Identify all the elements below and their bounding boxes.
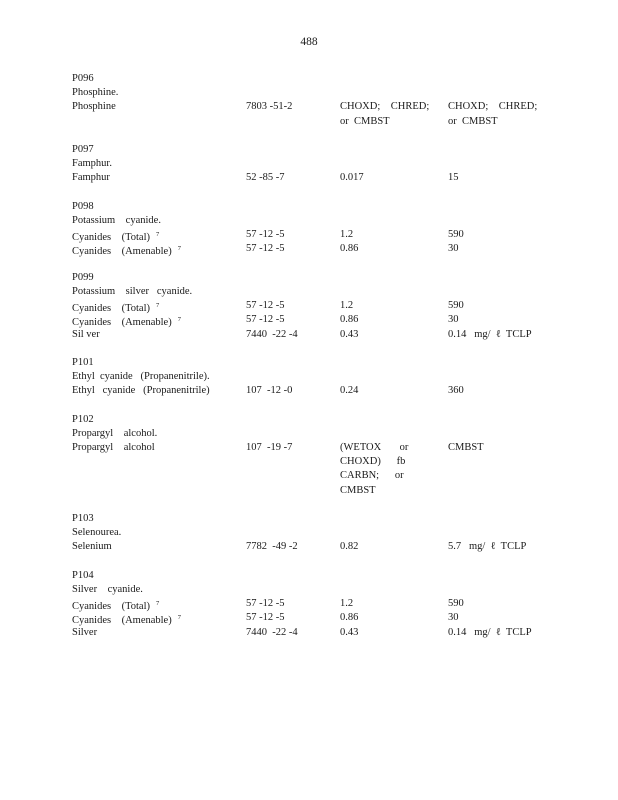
wastewater-standard-line: CMBST — [340, 484, 376, 496]
waste-code-table — [72, 72, 572, 654]
constituent-name: Cyanides (Amenable) — [72, 615, 172, 627]
constituent-name-cell — [72, 384, 242, 398]
wastewater-standard-line: 0.43 — [340, 626, 359, 638]
constituent-name: Cyanides (Amenable) — [72, 246, 172, 258]
wastewater-standard-line: 0.24 — [340, 385, 359, 397]
constituent-row — [72, 441, 572, 498]
nonwastewater-standard — [448, 626, 558, 640]
waste-description: Potassium cyanide. — [72, 214, 161, 226]
cas-number: 107 -19 -7 — [246, 442, 293, 454]
constituent-name-cell — [72, 540, 242, 554]
wastewater-standard-line: 1.2 — [340, 598, 354, 610]
cas-number: 57 -12 -5 — [246, 612, 285, 624]
waste-description: Selenourea. — [72, 527, 122, 539]
wastewater-standard — [340, 540, 436, 554]
wastewater-standard — [340, 328, 436, 342]
nonwastewater-standard-line: 15 — [448, 172, 459, 184]
constituent-name-cell — [72, 441, 242, 455]
wastewater-standard-line: CHOXD) fb — [340, 456, 406, 468]
constituent-row — [72, 313, 572, 327]
wastewater-standard-line: 0.86 — [340, 612, 359, 624]
wastewater-standard — [340, 228, 436, 242]
constituent-row — [72, 540, 572, 554]
constituent-row — [72, 299, 572, 313]
wastewater-standard — [340, 299, 436, 313]
waste-description: Silver cyanide. — [72, 584, 143, 596]
nonwastewater-standard-line: 5.7 mg/ ℓ TCLP — [448, 541, 527, 553]
nonwastewater-standard-line: or CMBST — [448, 115, 498, 127]
wastewater-standard — [340, 597, 436, 611]
wastewater-standard-line: 1.2 — [340, 300, 354, 312]
wastewater-standard — [340, 242, 436, 256]
nonwastewater-standard-line: 30 — [448, 243, 459, 255]
wastewater-standard-line: 0.86 — [340, 314, 359, 326]
constituent-row — [72, 611, 572, 625]
wastewater-standard — [340, 611, 436, 625]
constituent-name: Cyanides (Total) — [72, 303, 150, 315]
footnote-marker: 7 — [156, 231, 160, 239]
constituent-name: Selenium — [72, 541, 112, 553]
nonwastewater-standard — [448, 313, 558, 327]
constituent-name: Silver — [72, 626, 98, 638]
constituent-name: Cyanides (Amenable) — [72, 317, 172, 329]
waste-code: P097 — [72, 143, 94, 155]
nonwastewater-standard-line: 30 — [448, 612, 459, 624]
nonwastewater-standard — [448, 328, 558, 342]
constituent-name-cell — [72, 100, 242, 114]
waste-code: P099 — [72, 271, 94, 283]
nonwastewater-standard — [448, 597, 558, 611]
constituent-name: Ethyl cyanide (Propanenitrile) — [72, 385, 210, 397]
wastewater-standard — [340, 100, 436, 128]
footnote-marker: 7 — [177, 316, 181, 324]
nonwastewater-standard-line: 0.14 mg/ ℓ TCLP — [448, 626, 532, 638]
footnote-marker: 7 — [156, 600, 160, 608]
waste-code: P103 — [72, 513, 94, 525]
cas-number: 107 -12 -0 — [246, 385, 293, 397]
constituent-name: Famphur — [72, 172, 110, 184]
waste-description: Potassium silver cyanide. — [72, 285, 193, 297]
constituent-name: Propargyl alcohol — [72, 442, 155, 454]
nonwastewater-standard-line: 30 — [448, 314, 459, 326]
cas-number: 57 -12 -5 — [246, 229, 285, 241]
waste-description: Propargyl alcohol. — [72, 427, 158, 439]
nonwastewater-standard — [448, 384, 558, 398]
nonwastewater-standard-line: 0.14 mg/ ℓ TCLP — [448, 328, 532, 340]
nonwastewater-standard-line: 590 — [448, 598, 464, 610]
cas-number: 7440 -22 -4 — [246, 328, 298, 340]
cas-number: 57 -12 -5 — [246, 300, 285, 312]
constituent-row — [72, 328, 572, 342]
wastewater-standard — [340, 441, 436, 498]
nonwastewater-standard-line: 590 — [448, 300, 464, 312]
waste-code: P098 — [72, 200, 94, 212]
wastewater-standard-line: 0.43 — [340, 328, 359, 340]
cas-number: 7440 -22 -4 — [246, 626, 298, 638]
constituent-name: Phosphine — [72, 101, 116, 113]
wastewater-standard — [340, 626, 436, 640]
nonwastewater-standard — [448, 242, 558, 256]
constituent-name: Cyanides (Total) — [72, 601, 150, 613]
constituent-row — [72, 100, 572, 128]
nonwastewater-standard — [448, 100, 558, 128]
wastewater-standard-line: CHOXD; CHRED; — [340, 101, 430, 113]
constituent-row — [72, 597, 572, 611]
wastewater-standard-line: 0.86 — [340, 243, 359, 255]
waste-description: Famphur. — [72, 158, 112, 170]
nonwastewater-standard-line: 590 — [448, 229, 464, 241]
waste-code: P096 — [72, 73, 94, 84]
constituent-name-cell — [72, 242, 242, 259]
cas-number: 57 -12 -5 — [246, 314, 285, 326]
cas-number: 52 -85 -7 — [246, 172, 285, 184]
nonwastewater-standard — [448, 299, 558, 313]
nonwastewater-standard — [448, 171, 558, 185]
nonwastewater-standard — [448, 611, 558, 625]
wastewater-standard-line: 0.82 — [340, 541, 359, 553]
constituent-name: Sil ver — [72, 328, 100, 340]
waste-entry — [72, 356, 572, 399]
waste-description: Phosphine. — [72, 87, 119, 99]
waste-entry — [72, 569, 572, 640]
nonwastewater-standard — [448, 441, 558, 455]
nonwastewater-standard-line: 360 — [448, 385, 464, 397]
wastewater-standard — [340, 171, 436, 185]
wastewater-standard — [340, 384, 436, 398]
constituent-row — [72, 242, 572, 256]
waste-entry — [72, 72, 572, 129]
nonwastewater-standard-line: CHOXD; CHRED; — [448, 101, 538, 113]
cas-number: 7803 -51-2 — [246, 101, 293, 113]
waste-description: Ethyl cyanide (Propanenitrile). — [72, 371, 210, 383]
waste-entry — [72, 512, 572, 555]
waste-entry — [72, 200, 572, 257]
cas-number: 57 -12 -5 — [246, 598, 285, 610]
page-number: 488 — [300, 36, 318, 48]
waste-entry — [72, 271, 572, 342]
constituent-row — [72, 228, 572, 242]
waste-entry — [72, 143, 572, 186]
constituent-name-cell — [72, 626, 242, 640]
waste-code: P101 — [72, 356, 94, 368]
constituent-name: Cyanides (Total) — [72, 232, 150, 244]
footnote-marker: 7 — [156, 302, 160, 310]
constituent-name-cell — [72, 171, 242, 185]
footnote-marker: 7 — [177, 614, 181, 622]
waste-entry — [72, 413, 572, 498]
cas-number: 57 -12 -5 — [246, 243, 285, 255]
wastewater-standard-line: (WETOX or — [340, 442, 409, 454]
waste-code: P104 — [72, 569, 94, 581]
wastewater-standard-line: 1.2 — [340, 229, 354, 241]
wastewater-standard — [340, 313, 436, 327]
constituent-row — [72, 626, 572, 640]
nonwastewater-standard-line: CMBST — [448, 442, 484, 454]
constituent-name-cell — [72, 328, 242, 342]
wastewater-standard-line: CARBN; or — [340, 470, 404, 482]
constituent-row — [72, 171, 572, 185]
waste-code: P102 — [72, 413, 94, 425]
wastewater-standard-line: or CMBST — [340, 115, 390, 127]
nonwastewater-standard — [448, 228, 558, 242]
nonwastewater-standard — [448, 540, 558, 554]
cas-number: 7782 -49 -2 — [246, 541, 298, 553]
wastewater-standard-line: 0.017 — [340, 172, 364, 184]
footnote-marker: 7 — [177, 245, 181, 253]
constituent-row — [72, 384, 572, 398]
